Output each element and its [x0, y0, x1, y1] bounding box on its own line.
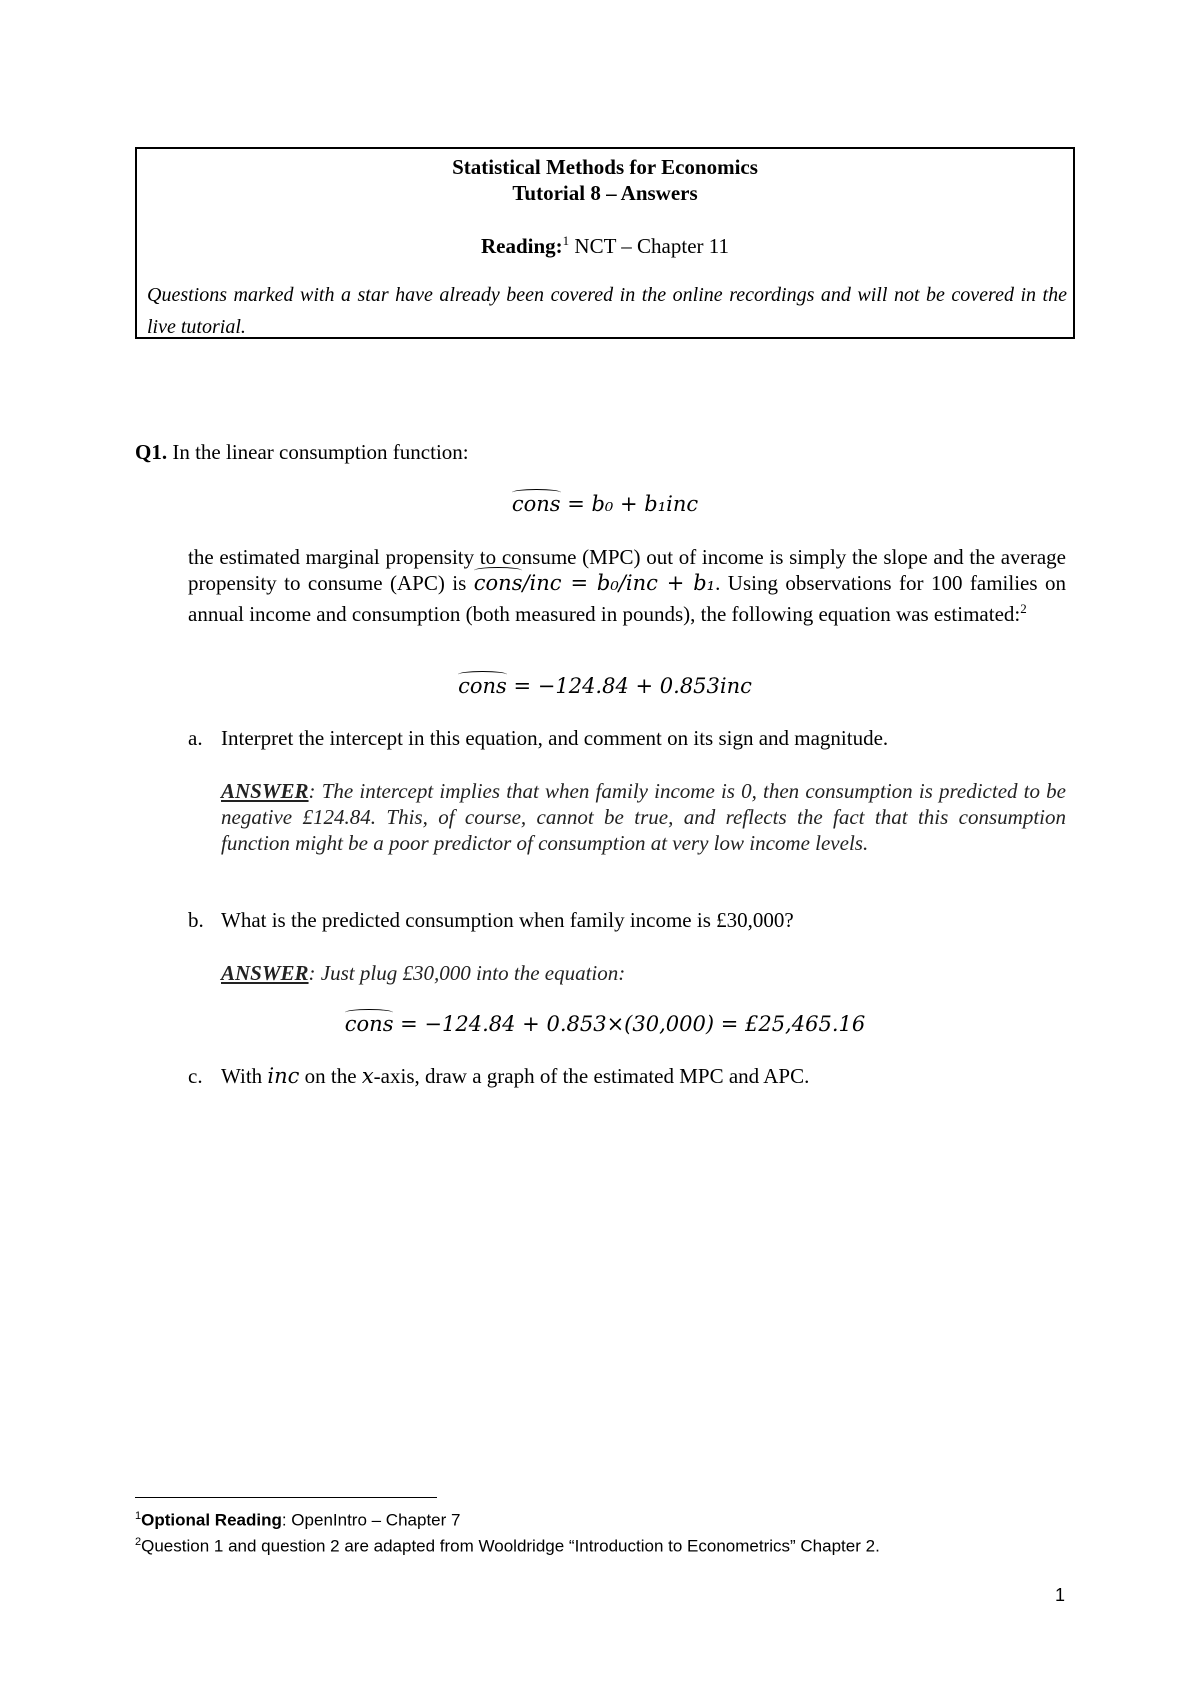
para-after: . Using observations for 100 families on annual income and consumption (both measured in pounds), the following equation was estimated:: [188, 571, 1067, 626]
part-c-post: -axis, draw a graph of the estimated MPC and APC.: [373, 1064, 810, 1088]
part-b-question: What is the predicted consumption when family income is £30,000?: [221, 908, 794, 932]
eq3-lhs: cons: [344, 1012, 394, 1036]
part-a-answer-label: ANSWER: [221, 779, 309, 803]
eq2-lhs: cons: [458, 674, 507, 698]
footnote-1: [135, 1510, 460, 1531]
page-number: 1: [1054, 1585, 1065, 1605]
q1-number: Q1.: [135, 440, 168, 464]
footnote-1-text: : OpenIntro – Chapter 7: [281, 1510, 461, 1530]
footnote-2-num: 2: [135, 1536, 142, 1548]
eq1-rhs: = b₀ + b₁inc: [560, 492, 699, 516]
eq2-rhs: = −124.84 + 0.853inc: [506, 674, 752, 698]
para-before: the estimated marginal propensity to consume (MPC) out of income is simply the slope and the average propensity to consume (APC) is: [188, 545, 1066, 595]
document-subtitle: Tutorial 8 – Answers: [512, 181, 698, 205]
header-box: [135, 147, 1075, 339]
part-b-letter: b.: [188, 908, 204, 932]
part-c-pre: With: [221, 1064, 268, 1088]
header-note: Questions marked with a star have already been covered in the online recordings and will not be covered in the live tutorial.: [147, 284, 1067, 338]
footnote-2-text: Question 1 and question 2 are adapted from Wooldridge “Introduction to Econometrics” Chapter 2.: [141, 1536, 880, 1556]
eq1-lhs: cons: [511, 492, 561, 516]
part-c-letter: c.: [188, 1064, 203, 1088]
part-a-letter: a.: [188, 726, 203, 750]
footnote-2: [135, 1536, 880, 1557]
q1-heading: [135, 440, 469, 465]
part-c-question: [221, 1064, 809, 1089]
footnote-ref-2: 2: [1020, 601, 1027, 616]
part-b-answer: [221, 960, 1066, 986]
part-c-mid: on the: [299, 1064, 362, 1088]
equation-2: [135, 674, 1075, 698]
eq3-rhs: = −124.84 + 0.853×(30,000) = £25,465.16: [393, 1012, 866, 1036]
part-c-var1: inc: [267, 1064, 300, 1088]
reading-value: NCT – Chapter 11: [569, 234, 729, 258]
reading-line: [137, 233, 1073, 259]
para-math-rest: /inc = b₀/inc + b₁: [522, 571, 716, 595]
equation-3: [135, 1012, 1075, 1036]
part-b-answer-label: ANSWER: [221, 961, 309, 985]
part-a-answer: [221, 778, 1066, 856]
part-a-question: Interpret the intercept in this equation, and comment on its sign and magnitude.: [221, 726, 889, 750]
part-c-var2: x: [361, 1064, 374, 1088]
footnote-1-num: 1: [135, 1510, 142, 1522]
footnote-1-label: Optional Reading: [141, 1510, 282, 1530]
document-title: Statistical Methods for Economics: [452, 155, 758, 179]
footnote-ref-1: 1: [562, 233, 570, 248]
part-b-answer-text: : Just plug £30,000 into the equation:: [308, 961, 626, 985]
equation-1: [135, 492, 1075, 516]
reading-label: Reading:: [480, 234, 563, 258]
part-a-answer-text: : The intercept implies that when family income is 0, then consumption is predicted to be negative £124.84. This, of course, cannot be true, and reflects the fact that this consumption function might be a poor predictor of consumption at very low income levels.: [221, 779, 1066, 855]
q1-intro: In the linear consumption function:: [167, 440, 469, 464]
para-math-hat: cons: [473, 571, 523, 595]
footnote-rule: [135, 1497, 437, 1498]
q1-paragraph: [188, 544, 1066, 627]
